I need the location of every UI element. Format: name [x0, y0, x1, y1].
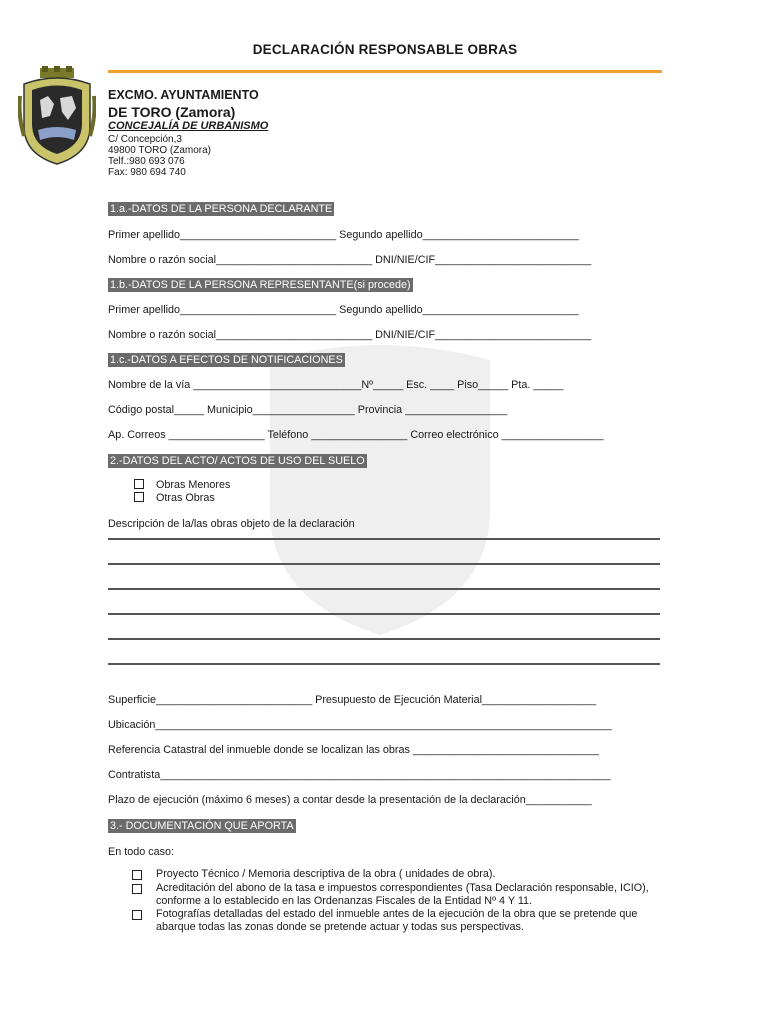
checkbox-icon[interactable]	[134, 492, 144, 502]
section-header-2: 2.-DATOS DEL ACTO/ ACTOS DE USO DEL SUELO	[110, 455, 365, 467]
doc-item[interactable]	[132, 882, 662, 908]
checkbox-label: Obras Menores	[156, 479, 231, 491]
doc-item-text: Fotografías detalladas del estado del inmueble antes de la ejecución de la obra que se pretende que abarque todas las zonas donde se pretende actuar y todas sus perspectivas.	[156, 908, 638, 933]
description-line[interactable]	[108, 663, 660, 665]
org-name-line1: EXCMO. AYUNTAMIENTO	[108, 88, 259, 102]
coat-of-arms-icon	[18, 66, 96, 166]
field-line[interactable]: Ap. Correos ________________ Teléfono ________________ Correo electrónico _________________	[108, 429, 604, 441]
field-line[interactable]: Primer apellido__________________________ Segundo apellido__________________________	[108, 229, 579, 241]
section-header-1a: 1.a.-DATOS DE LA PERSONA DECLARANTE	[110, 203, 333, 215]
description-line[interactable]	[108, 638, 660, 640]
description-label: Descripción de la/las obras objeto de la declaración	[108, 518, 355, 530]
checkbox-icon[interactable]	[132, 870, 142, 880]
document-title: DECLARACIÓN RESPONSABLE OBRAS	[252, 42, 518, 57]
title-underline	[108, 70, 662, 73]
field-line[interactable]: Primer apellido__________________________ Segundo apellido__________________________	[108, 304, 579, 316]
field-line[interactable]: Nombre o razón social__________________________ DNI/NIE/CIF__________________________	[108, 329, 592, 341]
field-line[interactable]: Referencia Catastral del inmueble donde se localizan las obras _______________________________	[108, 744, 600, 756]
address-line: Fax: 980 694 740	[108, 167, 186, 178]
address-line: C/ Concepción,3	[108, 134, 182, 145]
field-line[interactable]: Nombre de la vía ____________________________Nº_____ Esc. ____ Piso_____ Pta. _____	[108, 379, 564, 391]
doc-item[interactable]	[132, 908, 662, 934]
checkbox-otras-obras[interactable]	[134, 492, 215, 504]
field-line[interactable]: Ubicación____________________________________________________________________________	[108, 719, 612, 731]
checkbox-label: Otras Obras	[156, 492, 215, 504]
field-line[interactable]: Contratista___________________________________________________________________________	[108, 769, 611, 781]
doc-item-text: Proyecto Técnico / Memoria descriptiva de la obra ( unidades de obra).	[156, 868, 496, 880]
docs-intro: En todo caso:	[108, 846, 175, 858]
org-name-line2: DE TORO (Zamora)	[108, 104, 236, 120]
field-line[interactable]: Código postal_____ Municipio_________________ Provincia _________________	[108, 404, 508, 416]
address-line: 49800 TORO (Zamora)	[108, 145, 212, 156]
doc-item-text: Acreditación del abono de la tasa e impuestos correspondientes (Tasa Declaración responsable, ICIO), conforme a lo establecido en las Ordenanzas Fiscales de la Entidad Nº 4 Y 11.	[156, 882, 649, 907]
description-line[interactable]	[108, 588, 660, 590]
checkbox-icon[interactable]	[132, 884, 142, 894]
section-header-1c: 1.c.-DATOS A EFECTOS DE NOTIFICACIONES	[110, 354, 343, 366]
field-line[interactable]: Superficie__________________________ Presupuesto de Ejecución Material___________________	[108, 694, 597, 706]
checkbox-obras-menores[interactable]	[134, 479, 230, 491]
doc-item[interactable]	[132, 868, 662, 881]
description-line[interactable]	[108, 538, 660, 540]
org-department: CONCEJALÍA DE URBANISMO	[108, 120, 269, 132]
section-header-1b: 1.b.-DATOS DE LA PERSONA REPRESENTANTE(si procede)	[110, 279, 411, 291]
field-line[interactable]: Nombre o razón social__________________________ DNI/NIE/CIF__________________________	[108, 254, 592, 266]
description-line[interactable]	[108, 563, 660, 565]
section-header-3: 3.- DOCUMENTACIÓN QUE APORTA	[110, 820, 294, 832]
description-line[interactable]	[108, 613, 660, 615]
field-line[interactable]: Plazo de ejecución (máximo 6 meses) a contar desde la presentación de la declaración___________	[108, 794, 592, 806]
address-line: Telf.:980 693 076	[108, 156, 185, 167]
checkbox-icon[interactable]	[134, 479, 144, 489]
checkbox-icon[interactable]	[132, 910, 142, 920]
